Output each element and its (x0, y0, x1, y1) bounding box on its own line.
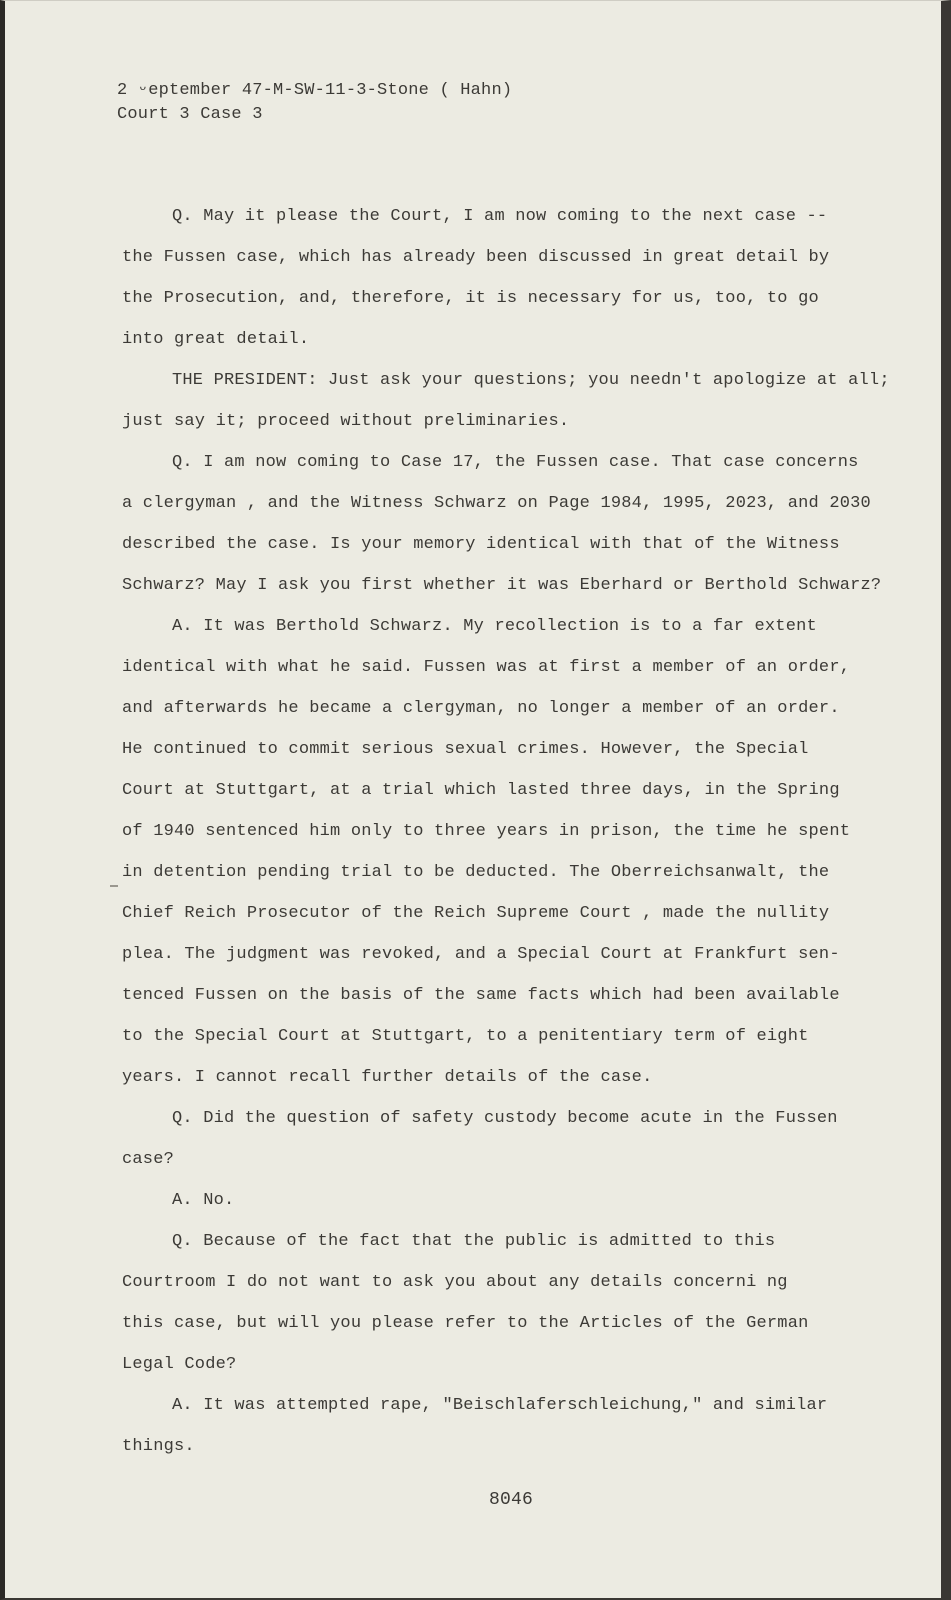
transcript-line: Q. I am now coming to Case 17, the Fussen case. That case concerns (172, 453, 859, 472)
page-number: 8046 (489, 1490, 534, 1510)
transcript-line: plea. The judgment was revoked, and a Special Court at Frankfurt sen- (122, 945, 840, 964)
transcript-line: A. It was attempted rape, "Beischlaferschleichung," and similar (172, 1396, 828, 1415)
transcript-body (122, 196, 890, 1467)
document-header (117, 79, 512, 127)
transcript-line: Q. Because of the fact that the public is admitted to this (172, 1232, 776, 1251)
transcript-line: He continued to commit serious sexual crimes. However, the Special (122, 740, 809, 759)
transcript-line: Courtroom I do not want to ask you about any details concerni ng (122, 1273, 788, 1292)
transcript-line: A. No. (172, 1191, 235, 1210)
transcript-line: identical with what he said. Fussen was at first a member of an order, (122, 658, 851, 677)
ink-smudge (110, 885, 118, 887)
transcript-line: in detention pending trial to be deducted. The Oberreichsanwalt, the (122, 863, 830, 882)
transcript-line: Q. May it please the Court, I am now coming to the next case -- (172, 207, 828, 226)
transcript-line: Q. Did the question of safety custody become acute in the Fussen (172, 1109, 838, 1128)
transcript-line: Schwarz? May I ask you first whether it was Eberhard or Berthold Schwarz? (122, 576, 882, 595)
transcript-line: and afterwards he became a clergyman, no longer a member of an order. (122, 699, 840, 718)
header-court-case: Court 3 Case 3 (117, 105, 263, 124)
transcript-line: the Fussen case, which has already been discussed in great detail by (122, 248, 830, 267)
transcript-line: A. It was Berthold Schwarz. My recollection is to a far extent (172, 617, 817, 636)
transcript-line: into great detail. (122, 330, 310, 349)
transcript-line: a clergyman , and the Witness Schwarz on Page 1984, 1995, 2023, and 2030 (122, 494, 871, 513)
transcript-line: described the case. Is your memory identical with that of the Witness (122, 535, 840, 554)
header-date-reference: 2 ᵕeptember 47-M-SW-11-3-Stone ( Hahn) (117, 81, 513, 100)
transcript-line: tenced Fussen on the basis of the same facts which had been available (122, 986, 840, 1005)
transcript-line: things. (122, 1437, 195, 1456)
transcript-line: to the Special Court at Stuttgart, to a penitentiary term of eight (122, 1027, 809, 1046)
transcript-line: Court at Stuttgart, at a trial which lasted three days, in the Spring (122, 781, 840, 800)
transcript-line: just say it; proceed without preliminaries. (122, 412, 570, 431)
transcript-line: this case, but will you please refer to the Articles of the German (122, 1314, 809, 1333)
transcript-line: Chief Reich Prosecutor of the Reich Supreme Court , made the nullity (122, 904, 830, 923)
transcript-line: the Prosecution, and, therefore, it is necessary for us, too, to go (122, 289, 819, 308)
transcript-line: Legal Code? (122, 1355, 237, 1374)
transcript-line: THE PRESIDENT: Just ask your questions; you needn't apologize at all; (172, 371, 890, 390)
transcript-line: case? (122, 1150, 175, 1169)
transcript-line: of 1940 sentenced him only to three years in prison, the time he spent (122, 822, 851, 841)
transcript-line: years. I cannot recall further details of the case. (122, 1068, 653, 1087)
